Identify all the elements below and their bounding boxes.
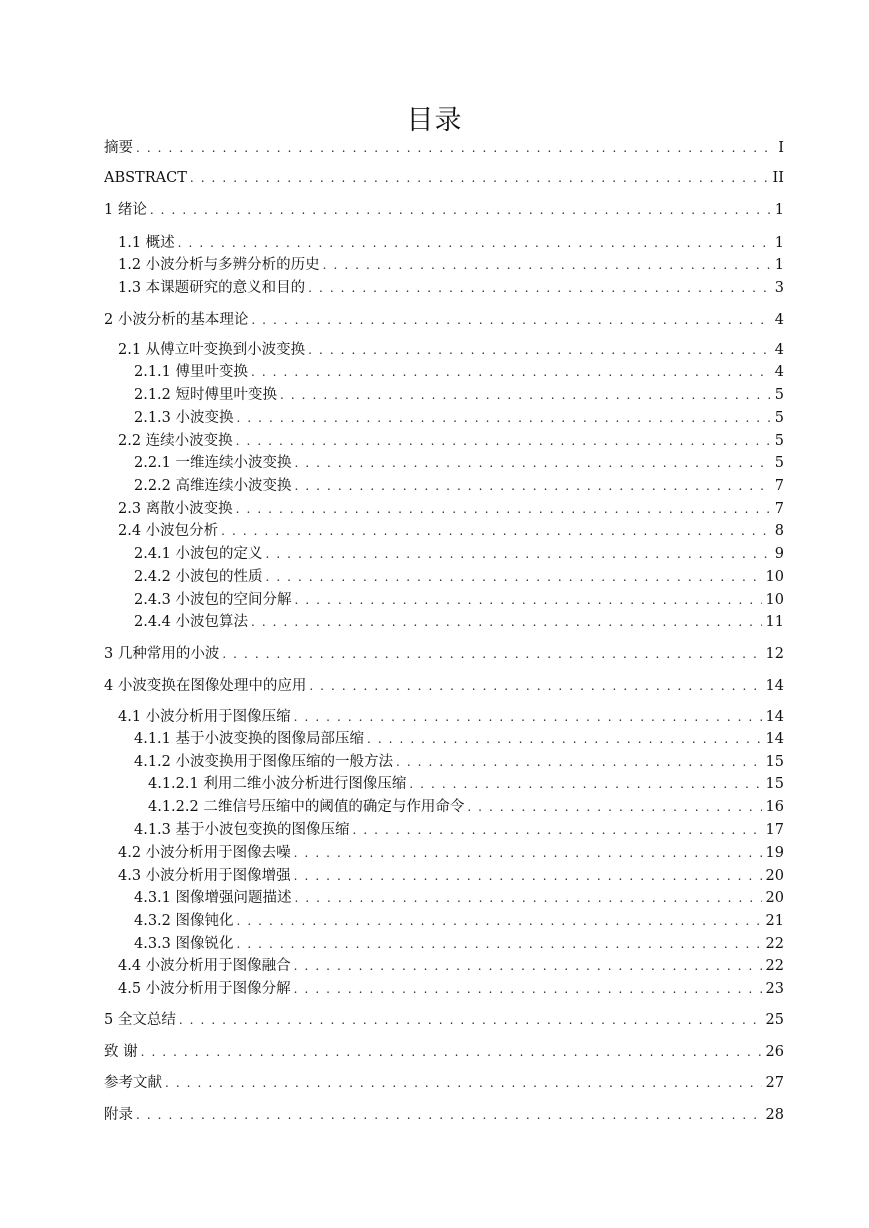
toc-dot-leader [237, 934, 762, 954]
toc-entry-page: 1 [774, 235, 784, 251]
toc-entry[interactable] [104, 1010, 784, 1030]
toc-entry[interactable] [134, 911, 784, 931]
toc-entry-label: 4.3.3 图像锐化 [134, 936, 234, 952]
toc-entry[interactable] [104, 1105, 784, 1125]
toc-entry-label: 2.1.2 短时傅里叶变换 [134, 387, 278, 403]
toc-entry-label: 4 小波变换在图像处理中的应用 [104, 678, 307, 694]
toc-entry[interactable] [134, 408, 784, 428]
toc-entry[interactable] [118, 233, 784, 253]
toc-dot-leader [308, 278, 771, 298]
toc-entry-page: 14 [765, 709, 784, 725]
toc-entry-label: 致 谢 [104, 1044, 138, 1060]
toc-entry-page: 22 [765, 936, 784, 952]
toc-entry[interactable] [104, 1042, 784, 1062]
toc-entry[interactable] [118, 979, 784, 999]
toc-entry-page: 25 [765, 1012, 784, 1028]
toc-dot-leader [295, 590, 762, 610]
toc-dot-leader [136, 138, 772, 158]
toc-dot-leader [221, 521, 771, 541]
toc-entry[interactable] [118, 255, 784, 275]
toc-entry[interactable] [104, 676, 784, 696]
toc-entry[interactable] [118, 843, 784, 863]
toc-entry-label: 4.5 小波分析用于图像分解 [118, 981, 291, 997]
toc-dot-leader [295, 888, 762, 908]
toc-entry[interactable] [104, 1073, 784, 1093]
toc-entry-label: 2.2 连续小波变换 [118, 433, 233, 449]
toc-dot-leader [367, 729, 762, 749]
toc-entry-label: 5 全文总结 [104, 1012, 176, 1028]
toc-dot-leader [294, 843, 762, 863]
toc-dot-leader [309, 676, 761, 696]
toc-dot-leader [308, 340, 771, 360]
toc-dot-leader [266, 567, 762, 587]
toc-dot-leader [237, 408, 771, 428]
toc-entry[interactable] [148, 774, 784, 794]
toc-dot-leader [178, 233, 771, 253]
toc-entry-label: 2.1 从傅立叶变换到小波变换 [118, 342, 306, 358]
toc-entry-page: 7 [774, 501, 784, 517]
toc-entry-label: 2.2.2 高维连续小波变换 [134, 478, 292, 494]
toc-entry[interactable] [104, 168, 784, 188]
toc-entry-page: 21 [765, 913, 784, 929]
toc-entry[interactable] [104, 200, 784, 220]
toc-entry-label: 2.4.4 小波包算法 [134, 614, 249, 630]
toc-entry[interactable] [134, 752, 784, 772]
toc-entry-label: 2.3 离散小波变换 [118, 501, 233, 517]
toc-entry[interactable] [118, 521, 784, 541]
toc-entry[interactable] [118, 956, 784, 976]
toc-dot-leader [136, 1105, 762, 1125]
toc-entry-page: 19 [765, 845, 784, 861]
toc-dot-leader [236, 499, 771, 519]
toc-entry-page: 10 [765, 592, 784, 608]
toc-dot-leader [280, 385, 771, 405]
toc-entry-page: 5 [774, 387, 784, 403]
toc-entry[interactable] [134, 729, 784, 749]
toc-dot-leader [222, 644, 761, 664]
toc-entry-label: 4.1.1 基于小波变换的图像局部压缩 [134, 731, 365, 747]
toc-entry-label: 4.4 小波分析用于图像融合 [118, 958, 291, 974]
toc-entry-label: 4.1.2.2 二维信号压缩中的阈值的确定与作用命令 [148, 799, 465, 815]
toc-entry-page: 23 [765, 981, 784, 997]
toc-entry-label: 1.3 本课题研究的意义和目的 [118, 280, 306, 296]
toc-entry-page: 4 [774, 342, 784, 358]
toc-entry-label: 4.1.2 小波变换用于图像压缩的一般方法 [134, 754, 394, 770]
toc-entry-page: 11 [765, 614, 784, 630]
toc-entry[interactable] [134, 544, 784, 564]
toc-entry-page: 5 [774, 433, 784, 449]
toc-entry-label: 1.2 小波分析与多辨分析的历史 [118, 257, 320, 273]
toc-dot-leader [236, 431, 771, 451]
toc-entry[interactable] [104, 644, 784, 664]
toc-entry-label: 4.3 小波分析用于图像增强 [118, 868, 291, 884]
toc-dot-leader [295, 476, 771, 496]
toc-entry[interactable] [118, 499, 784, 519]
toc-entry-label: 3 几种常用的小波 [104, 646, 220, 662]
toc-dot-leader [323, 255, 771, 275]
toc-entry-label: 1.1 概述 [118, 235, 175, 251]
toc-entry[interactable] [134, 453, 784, 473]
toc-entry-label: 4.3.1 图像增强问题描述 [134, 890, 292, 906]
toc-entry-label: 附录 [104, 1107, 133, 1123]
toc-entry[interactable] [134, 888, 784, 908]
toc-entry[interactable] [134, 476, 784, 496]
toc-dot-leader [467, 797, 761, 817]
toc-entry[interactable] [118, 340, 784, 360]
toc-entry-label: 2.4.2 小波包的性质 [134, 569, 263, 585]
toc-entry-label: 4.1 小波分析用于图像压缩 [118, 709, 291, 725]
toc-entry-page: 14 [765, 678, 784, 694]
toc-entry-page: 4 [774, 312, 784, 328]
toc-entry[interactable] [134, 590, 784, 610]
toc-entry[interactable] [118, 278, 784, 298]
toc-entry-page: 8 [774, 523, 784, 539]
toc-title: 目录 [406, 105, 463, 136]
toc-dot-leader [251, 310, 770, 330]
toc-entry-page: 17 [765, 822, 784, 838]
toc-entry-page: 7 [774, 478, 784, 494]
toc-entry-label: 2.1.3 小波变换 [134, 410, 234, 426]
toc-entry-page: 1 [774, 202, 784, 218]
toc-dot-leader [237, 911, 762, 931]
toc-entry-page: 5 [774, 455, 784, 471]
toc-entry-page: 4 [774, 364, 784, 380]
toc-entry-label: 4.1.3 基于小波包变换的图像压缩 [134, 822, 350, 838]
toc-entry-page: 3 [774, 280, 784, 296]
toc-entry-page: 26 [765, 1044, 784, 1060]
toc-entry[interactable] [134, 934, 784, 954]
toc-entry-page: I [778, 140, 784, 156]
toc-dot-leader [165, 1073, 762, 1093]
toc-dot-leader [294, 707, 762, 727]
toc-entry[interactable] [134, 385, 784, 405]
toc-entry-page: 20 [765, 890, 784, 906]
toc-dot-leader [295, 453, 771, 473]
toc-entry-label: 2.4 小波包分析 [118, 523, 219, 539]
toc-entry[interactable] [134, 820, 784, 840]
toc-entry[interactable] [148, 797, 784, 817]
toc-dot-leader [409, 774, 761, 794]
toc-dot-leader [179, 1010, 762, 1030]
toc-entry-page: 28 [765, 1107, 784, 1123]
toc-entry-page: 22 [765, 958, 784, 974]
toc-entry-label: 1 绪论 [104, 202, 147, 218]
toc-entry-page: 12 [765, 646, 784, 662]
toc-entry-label: 4.2 小波分析用于图像去噪 [118, 845, 291, 861]
toc-entry[interactable] [134, 612, 784, 632]
toc-entry-label: 2.1.1 傅里叶变换 [134, 364, 249, 380]
toc-dot-leader [294, 979, 762, 999]
toc-dot-leader [150, 200, 771, 220]
toc-entry-page: 14 [765, 731, 784, 747]
toc-entry[interactable] [104, 310, 784, 330]
toc-dot-leader [294, 866, 762, 886]
toc-dot-leader [190, 168, 769, 188]
toc-dot-leader [353, 820, 762, 840]
toc-entry-page: 1 [774, 257, 784, 273]
toc-entry-label: 参考文献 [104, 1075, 162, 1091]
toc-entry-label: 4.3.2 图像钝化 [134, 913, 234, 929]
toc-entry-label: 2.2.1 一维连续小波变换 [134, 455, 292, 471]
toc-entry-page: 9 [774, 546, 784, 562]
toc-entry-page: 15 [765, 754, 784, 770]
toc-entry[interactable] [134, 567, 784, 587]
toc-dot-leader [251, 362, 771, 382]
toc-dot-leader [294, 956, 762, 976]
toc-dot-leader [396, 752, 762, 772]
toc-entry-page: 20 [765, 868, 784, 884]
toc-dot-leader [141, 1042, 762, 1062]
toc-entry-page: 16 [765, 799, 784, 815]
toc-entry-page: II [772, 170, 784, 186]
toc-dot-leader [266, 544, 771, 564]
toc-entry-label: 摘要 [104, 140, 133, 156]
toc-entry-page: 27 [765, 1075, 784, 1091]
toc-entry-label: 2.4.3 小波包的空间分解 [134, 592, 292, 608]
toc-entry-label: 2.4.1 小波包的定义 [134, 546, 263, 562]
toc-entry[interactable] [104, 138, 784, 158]
toc-entry-page: 5 [774, 410, 784, 426]
toc-entry[interactable] [118, 866, 784, 886]
toc-dot-leader [251, 612, 762, 632]
toc-entry-label: 4.1.2.1 利用二维小波分析进行图像压缩 [148, 776, 407, 792]
toc-entry[interactable] [134, 362, 784, 382]
toc-entry-page: 15 [765, 776, 784, 792]
toc-entry-label: 2 小波分析的基本理论 [104, 312, 249, 328]
toc-entry-page: 10 [765, 569, 784, 585]
toc-entry[interactable] [118, 431, 784, 451]
toc-entry[interactable] [118, 707, 784, 727]
toc-entry-label: ABSTRACT [104, 170, 187, 186]
